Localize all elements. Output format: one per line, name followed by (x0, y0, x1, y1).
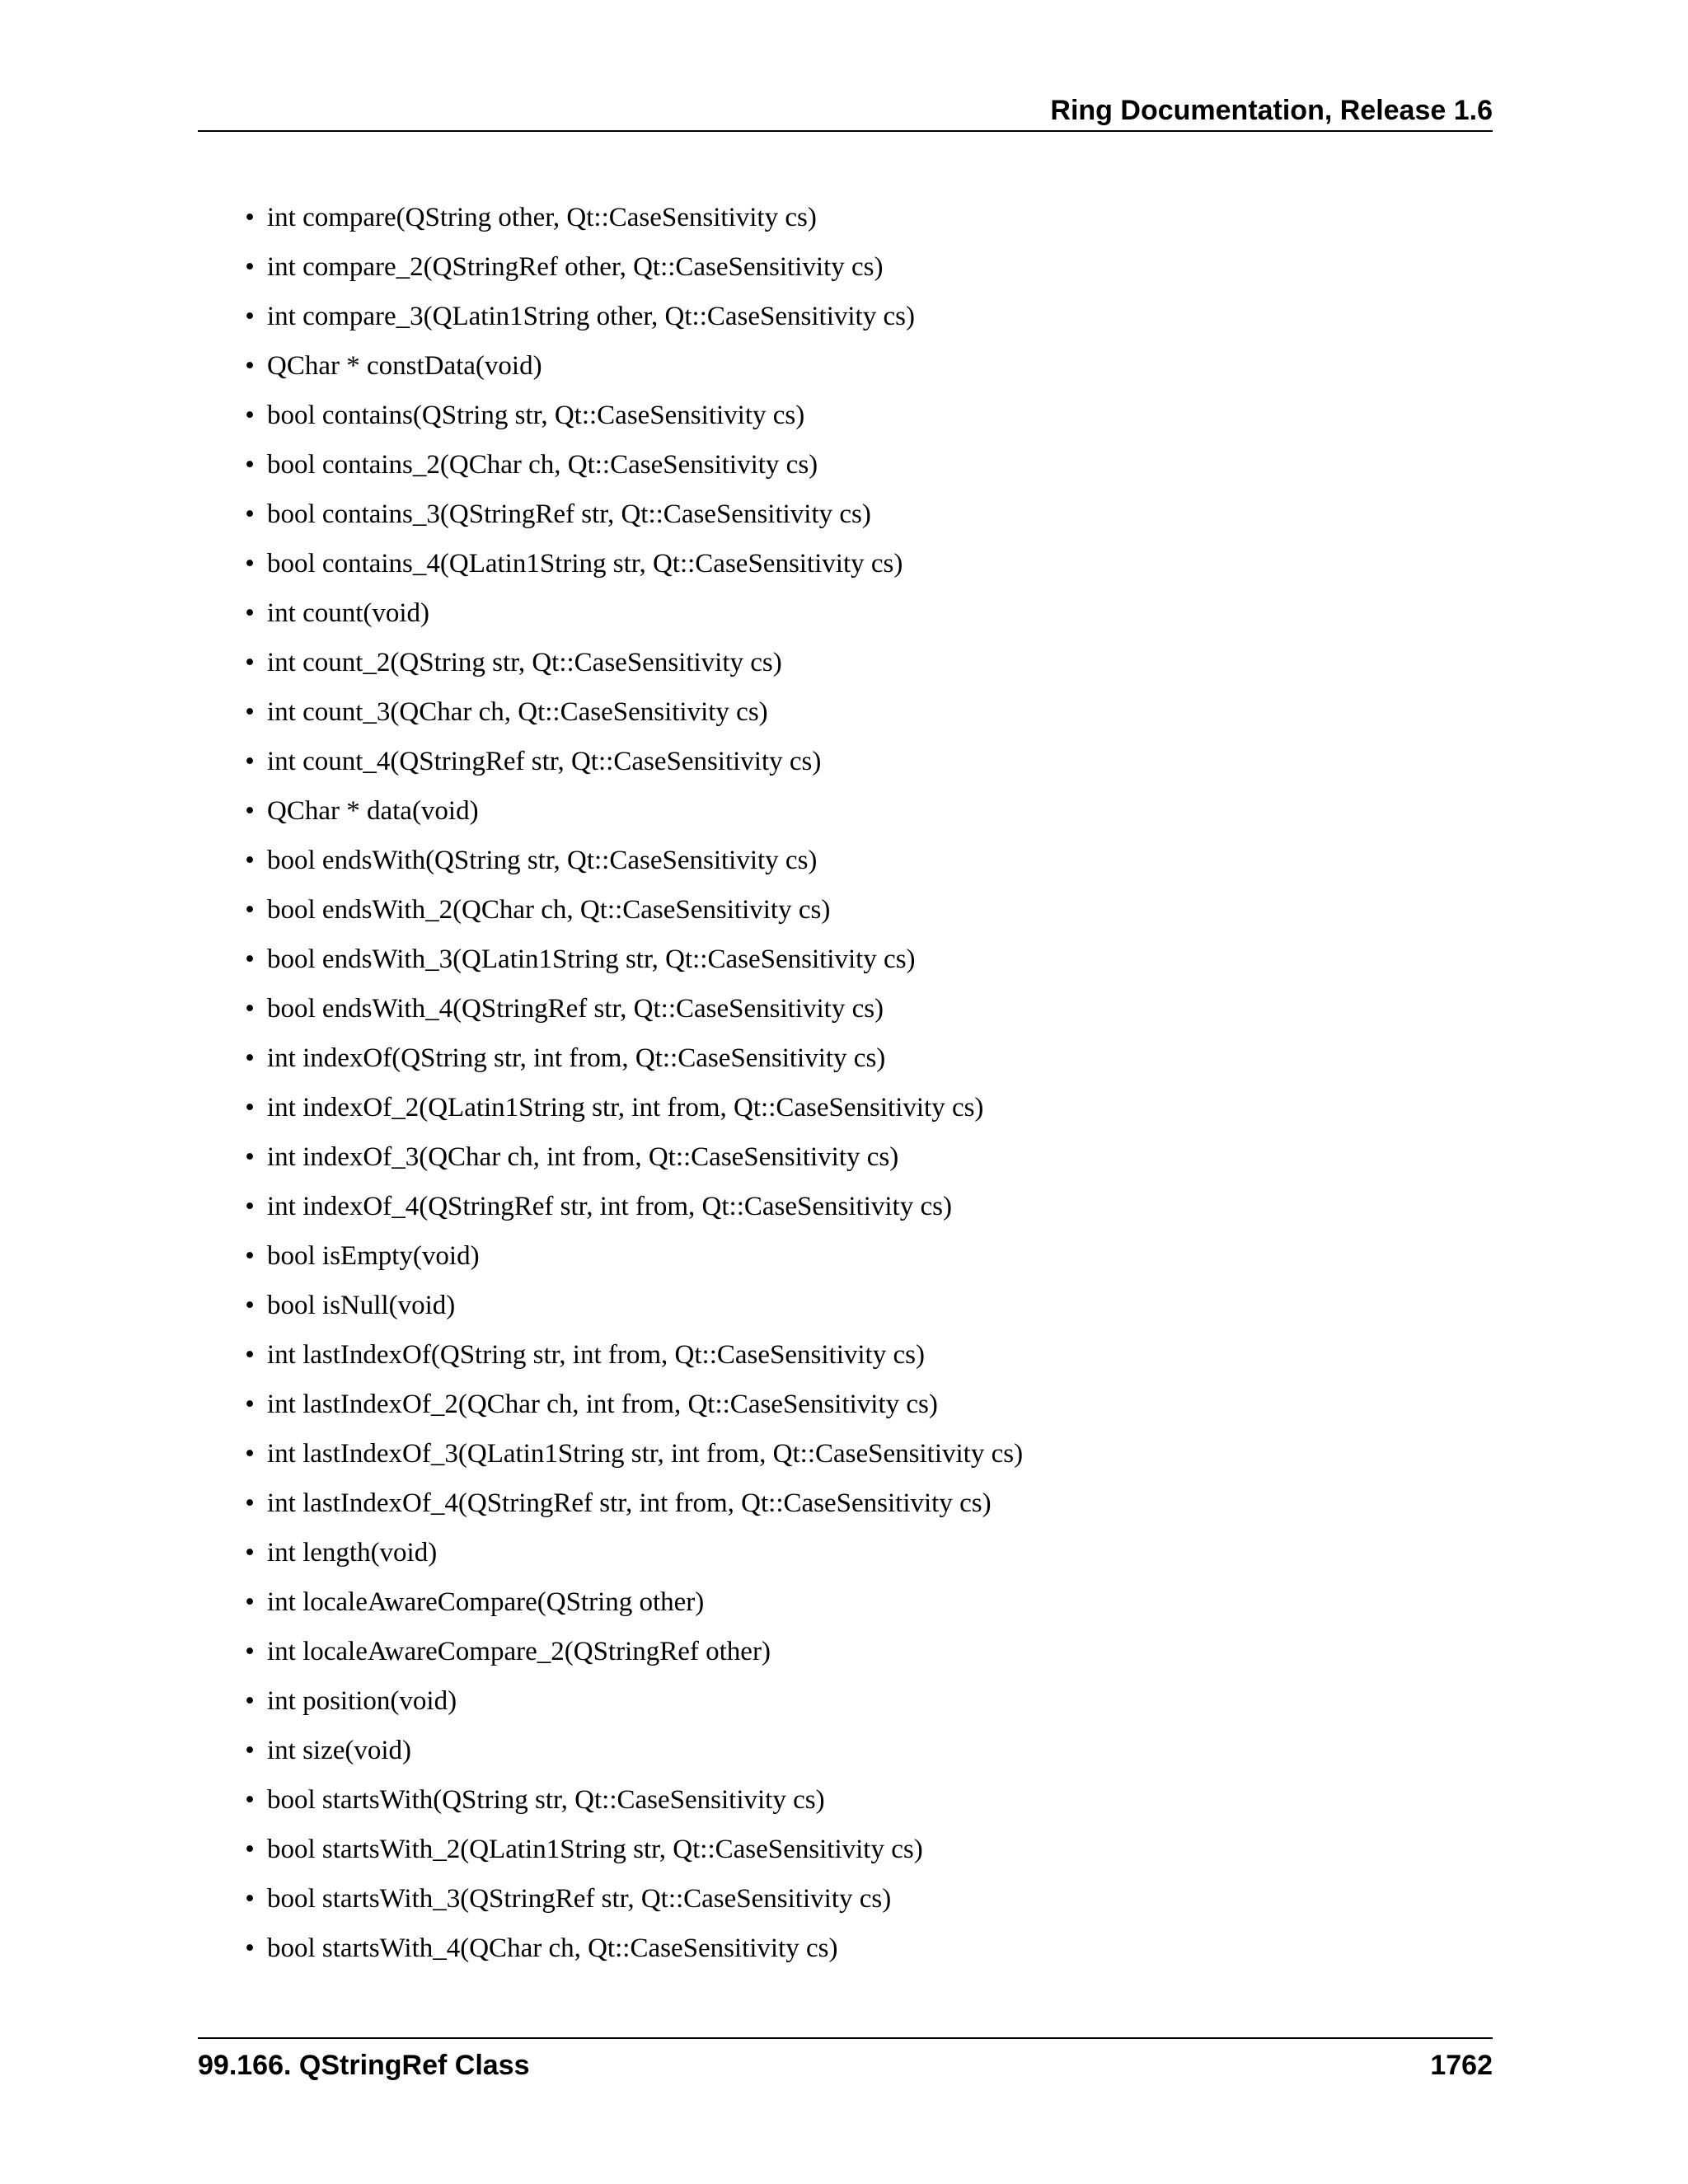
document-title: Ring Documentation, Release 1.6 (1050, 95, 1493, 126)
bullet-icon: • (245, 252, 255, 282)
method-signature: int count_4(QStringRef str, Qt::CaseSensitivity cs) (267, 747, 822, 776)
bullet-icon: • (245, 203, 255, 232)
method-signature: bool startsWith(QString str, Qt::CaseSensitivity cs) (267, 1785, 825, 1815)
method-signature: bool contains_3(QStringRef str, Qt::CaseSensitivity cs) (267, 499, 871, 529)
bullet-icon: • (245, 1390, 255, 1419)
method-signature: int indexOf_3(QChar ch, int from, Qt::CaseSensitivity cs) (267, 1142, 899, 1172)
bullet-icon: • (245, 697, 255, 727)
bullet-icon: • (245, 302, 255, 331)
bullet-icon: • (245, 747, 255, 776)
method-signature: bool contains_4(QLatin1String str, Qt::CaseSensitivity cs) (267, 549, 903, 579)
method-signature: bool contains(QString str, Qt::CaseSensitivity cs) (267, 401, 805, 430)
method-signature: int length(void) (267, 1538, 438, 1568)
bullet-icon: • (245, 1142, 255, 1172)
method-signature: bool isEmpty(void) (267, 1241, 480, 1271)
page-header (198, 89, 1493, 132)
method-signature: bool startsWith_3(QStringRef str, Qt::CaseSensitivity cs) (267, 1884, 892, 1914)
bullet-icon: • (245, 846, 255, 875)
bullet-icon: • (245, 1192, 255, 1221)
page-number: 1762 (1430, 2050, 1493, 2081)
bullet-icon: • (245, 351, 255, 381)
method-signature: int size(void) (267, 1736, 412, 1765)
method-signature: int lastIndexOf_3(QLatin1String str, int from, Qt::CaseSensitivity cs) (267, 1439, 1024, 1469)
method-signature: int localeAwareCompare(QString other) (267, 1587, 705, 1617)
method-signature: int lastIndexOf(QString str, int from, Qt::CaseSensitivity cs) (267, 1340, 925, 1370)
method-signature: bool endsWith_4(QStringRef str, Qt::CaseSensitivity cs) (267, 994, 884, 1024)
bullet-icon: • (245, 401, 255, 430)
bullet-icon: • (245, 450, 255, 480)
bullet-icon: • (245, 1884, 255, 1914)
page-footer (198, 2037, 1493, 2088)
method-signature: QChar * constData(void) (267, 351, 542, 381)
bullet-icon: • (245, 1043, 255, 1073)
method-signature: int position(void) (267, 1686, 457, 1716)
method-signature: int lastIndexOf_4(QStringRef str, int from, Qt::CaseSensitivity cs) (267, 1488, 992, 1518)
bullet-icon: • (245, 1933, 255, 1963)
bullet-icon: • (245, 895, 255, 925)
bullet-icon: • (245, 1637, 255, 1666)
section-title: 99.166. QStringRef Class (198, 2050, 530, 2081)
method-signature: int compare(QString other, Qt::CaseSensitivity cs) (267, 203, 817, 232)
method-signature: int localeAwareCompare_2(QStringRef other) (267, 1637, 771, 1666)
method-signature: int count_2(QString str, Qt::CaseSensitivity cs) (267, 648, 782, 677)
bullet-icon: • (245, 1439, 255, 1469)
method-signature: int indexOf_4(QStringRef str, int from, Qt::CaseSensitivity cs) (267, 1192, 952, 1221)
method-signature: bool startsWith_4(QChar ch, Qt::CaseSensitivity cs) (267, 1933, 838, 1963)
method-signature: bool contains_2(QChar ch, Qt::CaseSensitivity cs) (267, 450, 818, 480)
bullet-icon: • (245, 944, 255, 974)
bullet-icon: • (245, 1538, 255, 1568)
bullet-icon: • (245, 549, 255, 579)
method-signature: QChar * data(void) (267, 796, 479, 826)
bullet-icon: • (245, 1488, 255, 1518)
method-signature: bool isNull(void) (267, 1291, 456, 1320)
bullet-icon: • (245, 1736, 255, 1765)
bullet-icon: • (245, 1340, 255, 1370)
method-signature: bool startsWith_2(QLatin1String str, Qt::CaseSensitivity cs) (267, 1835, 923, 1864)
method-signature: bool endsWith_3(QLatin1String str, Qt::CaseSensitivity cs) (267, 944, 916, 974)
method-signature: int indexOf_2(QLatin1String str, int from, Qt::CaseSensitivity cs) (267, 1093, 984, 1122)
bullet-icon: • (245, 598, 255, 628)
bullet-icon: • (245, 994, 255, 1024)
method-signature: bool endsWith_2(QChar ch, Qt::CaseSensitivity cs) (267, 895, 831, 925)
bullet-icon: • (245, 1835, 255, 1864)
method-signature: int count_3(QChar ch, Qt::CaseSensitivity cs) (267, 697, 768, 727)
bullet-icon: • (245, 1291, 255, 1320)
method-signature: int compare_2(QStringRef other, Qt::CaseSensitivity cs) (267, 252, 884, 282)
method-signature: int indexOf(QString str, int from, Qt::CaseSensitivity cs) (267, 1043, 886, 1073)
bullet-icon: • (245, 1686, 255, 1716)
bullet-icon: • (245, 1241, 255, 1271)
bullet-icon: • (245, 499, 255, 529)
bullet-icon: • (245, 1785, 255, 1815)
bullet-icon: • (245, 796, 255, 826)
bullet-icon: • (245, 648, 255, 677)
method-signature: int lastIndexOf_2(QChar ch, int from, Qt::CaseSensitivity cs) (267, 1390, 938, 1419)
method-signature: int count(void) (267, 598, 430, 628)
method-signature: int compare_3(QLatin1String other, Qt::CaseSensitivity cs) (267, 302, 915, 331)
method-signature: bool endsWith(QString str, Qt::CaseSensitivity cs) (267, 846, 818, 875)
bullet-icon: • (245, 1587, 255, 1617)
bullet-icon: • (245, 1093, 255, 1122)
